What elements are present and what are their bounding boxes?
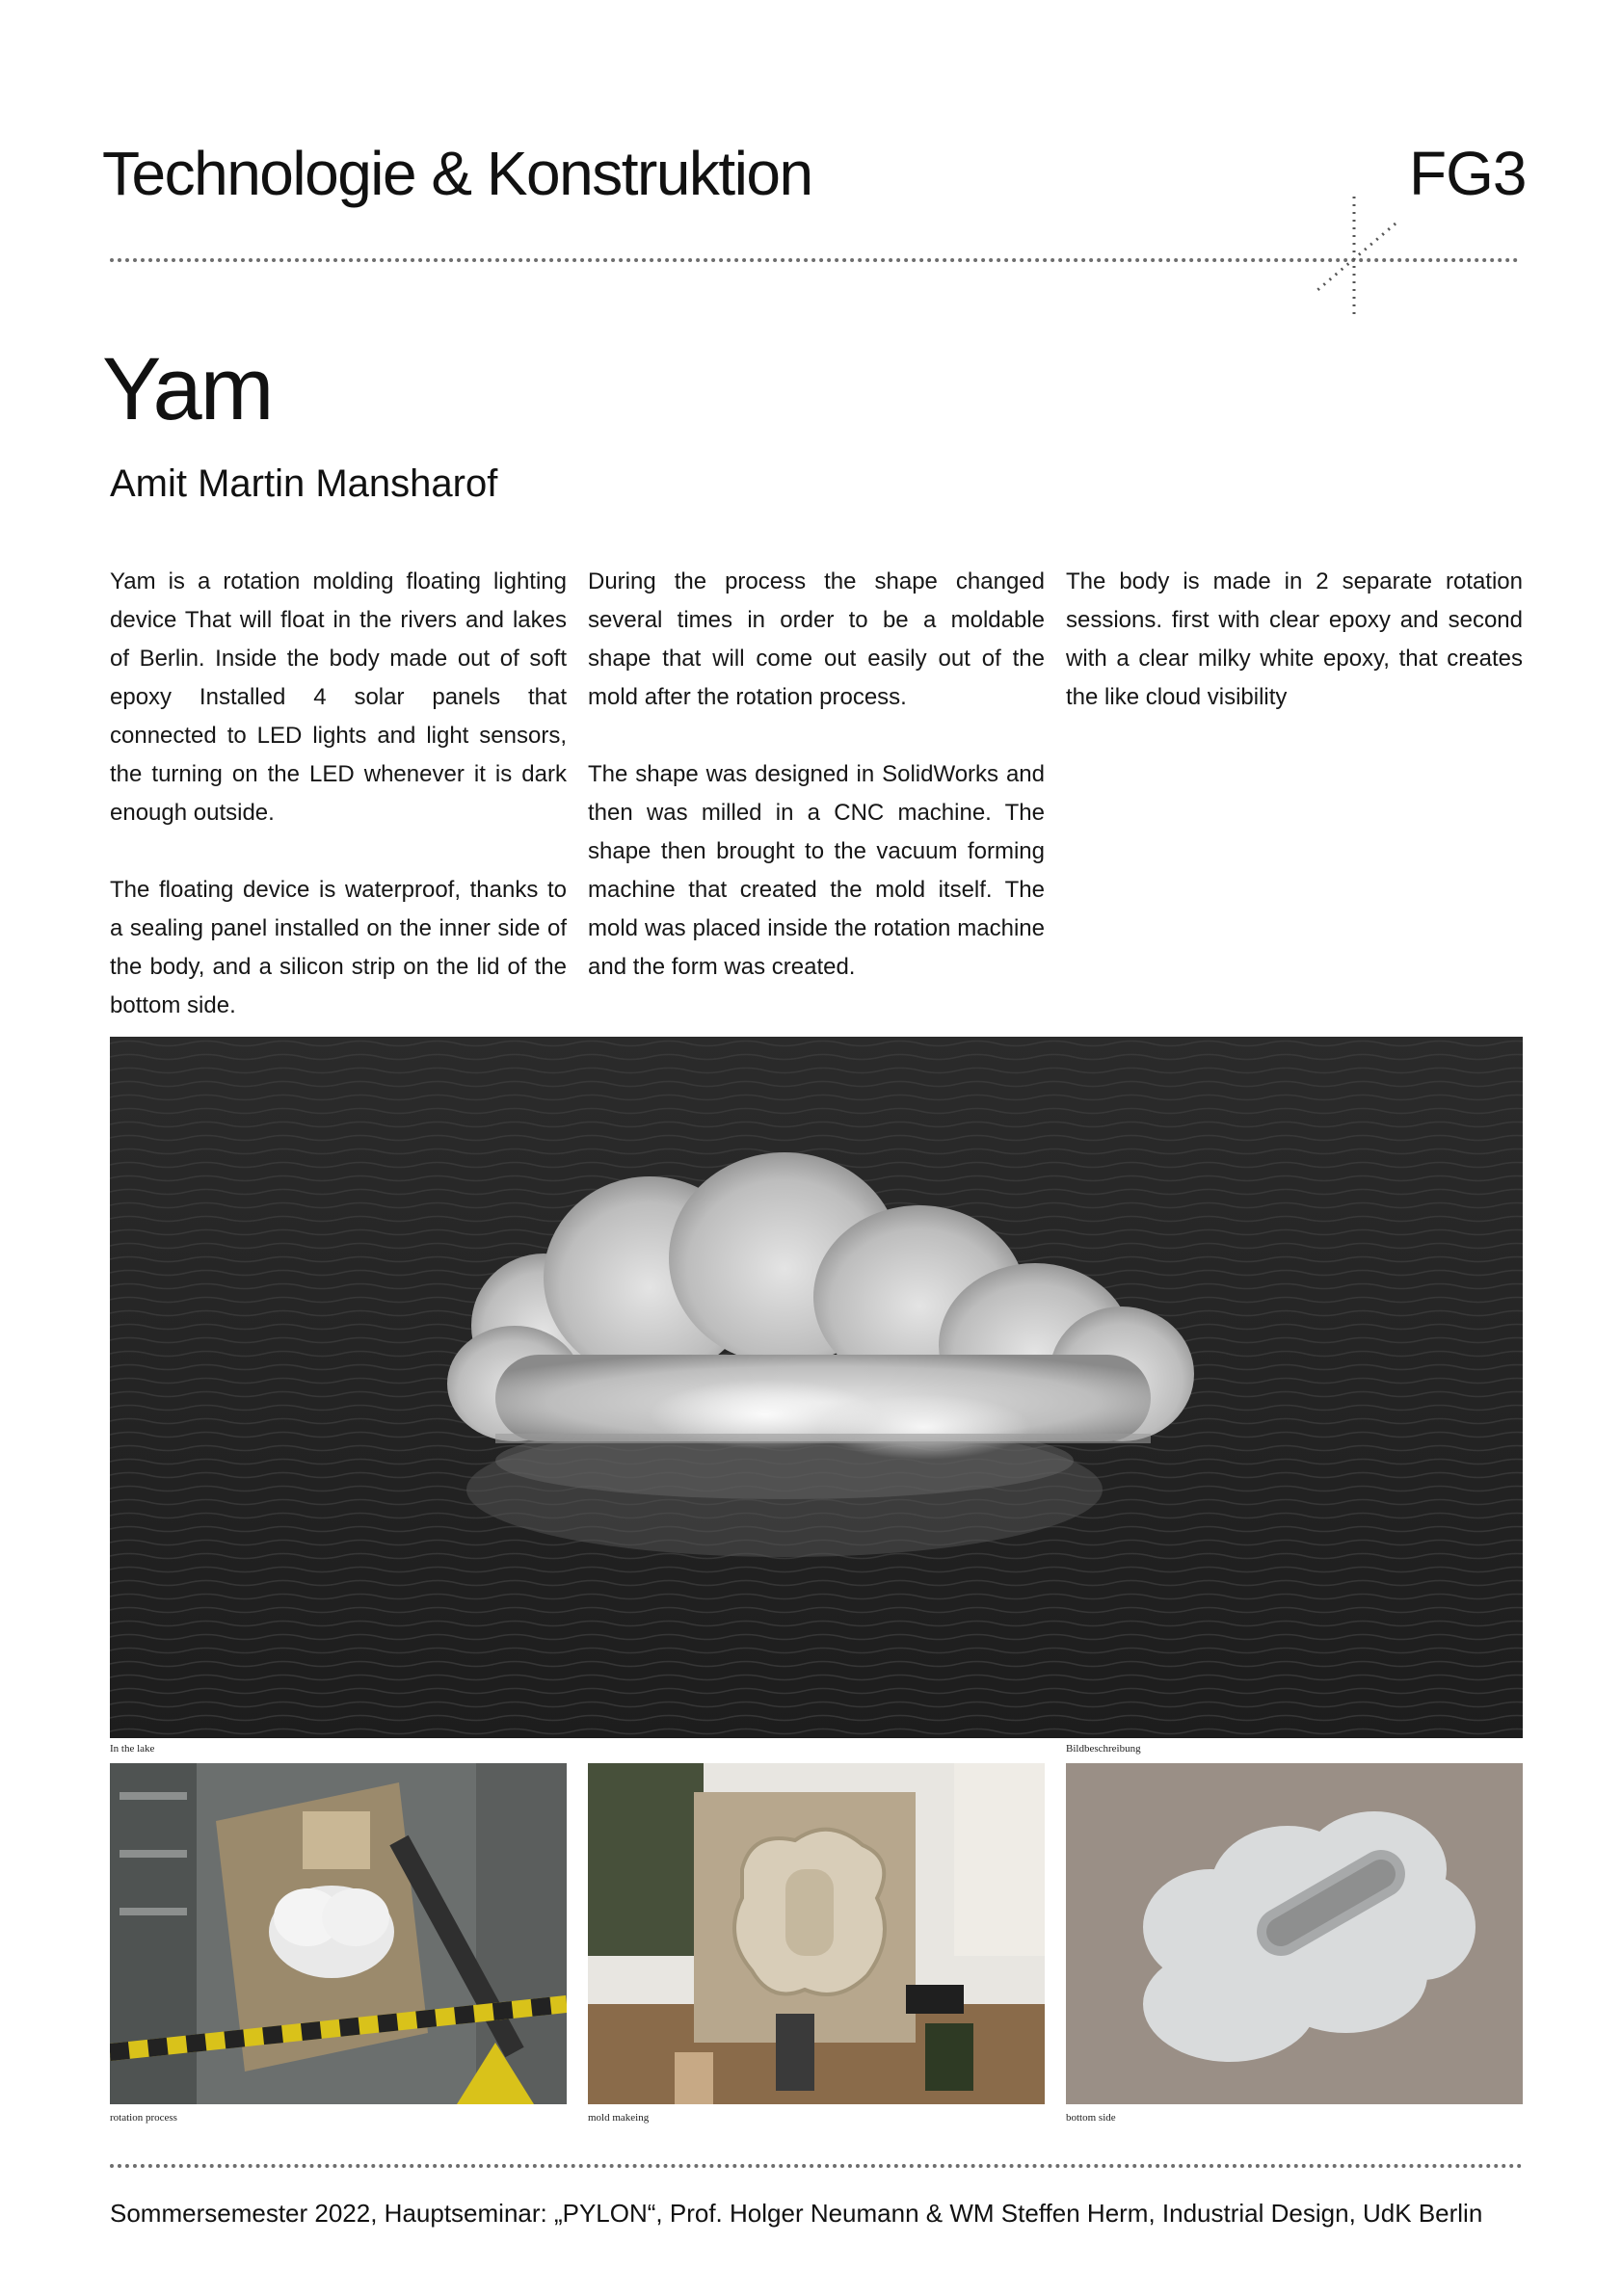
paragraph: The body is made in 2 separate rotation sessions. first with clear epoxy and second with a clear milky white epoxy, that creates the like cloud visibility [1066,568,1523,710]
crosshair-ornament-icon [1303,189,1419,328]
project-author: Amit Martin Mansharof [110,462,498,505]
photo-mold-making [588,1763,1045,2104]
footer-divider [110,2164,1523,2168]
footer-credits: Sommersemester 2022, Hauptseminar: „PYLON“, Prof. Holger Neumann & WM Steffen Herm, Industrial Design, UdK Berlin [110,2199,1483,2228]
paragraph: The floating device is waterproof, thanks to a sealing panel installed on the inner side of the body, and a silicon strip on the lid of the bottom side. [110,877,567,1018]
course-title: Technologie & Konstruktion [102,139,812,208]
photo-caption: mold makeing [588,2112,650,2124]
text-column-3 [1066,563,1523,755]
paragraph: During the process the shape changed several times in order to be a moldable shape that will come out easily out of the mold after the rotation process. [588,568,1045,710]
photo-caption: bottom side [1066,2112,1116,2124]
text-column-2 [588,563,1045,1025]
text-column-1 [110,563,567,1064]
photo-rotation-process [110,1763,567,2104]
paragraph: Yam is a rotation molding floating lighting device That will float in the rivers and lakes of Berlin. Inside the body made out of soft epoxy Installed 4 solar panels that connected to LED lights and light sensors, the turning on the LED whenever it is dark enough outside. [110,568,567,826]
main-photo-cloud-lamp [110,1037,1523,1738]
project-title: Yam [102,340,273,438]
course-code: FG3 [1409,139,1527,208]
photo-caption: In the lake [110,1743,155,1755]
paragraph: The shape was designed in SolidWorks and then was milled in a CNC machine. The shape then brought to the vacuum forming machine that created the mold itself. The mold was placed inside the rotation machine and the form was created. [588,761,1045,980]
photo-caption: rotation process [110,2112,177,2124]
photo-caption: Bildbeschreibung [1066,1743,1141,1755]
photo-bottom-side [1066,1763,1523,2104]
